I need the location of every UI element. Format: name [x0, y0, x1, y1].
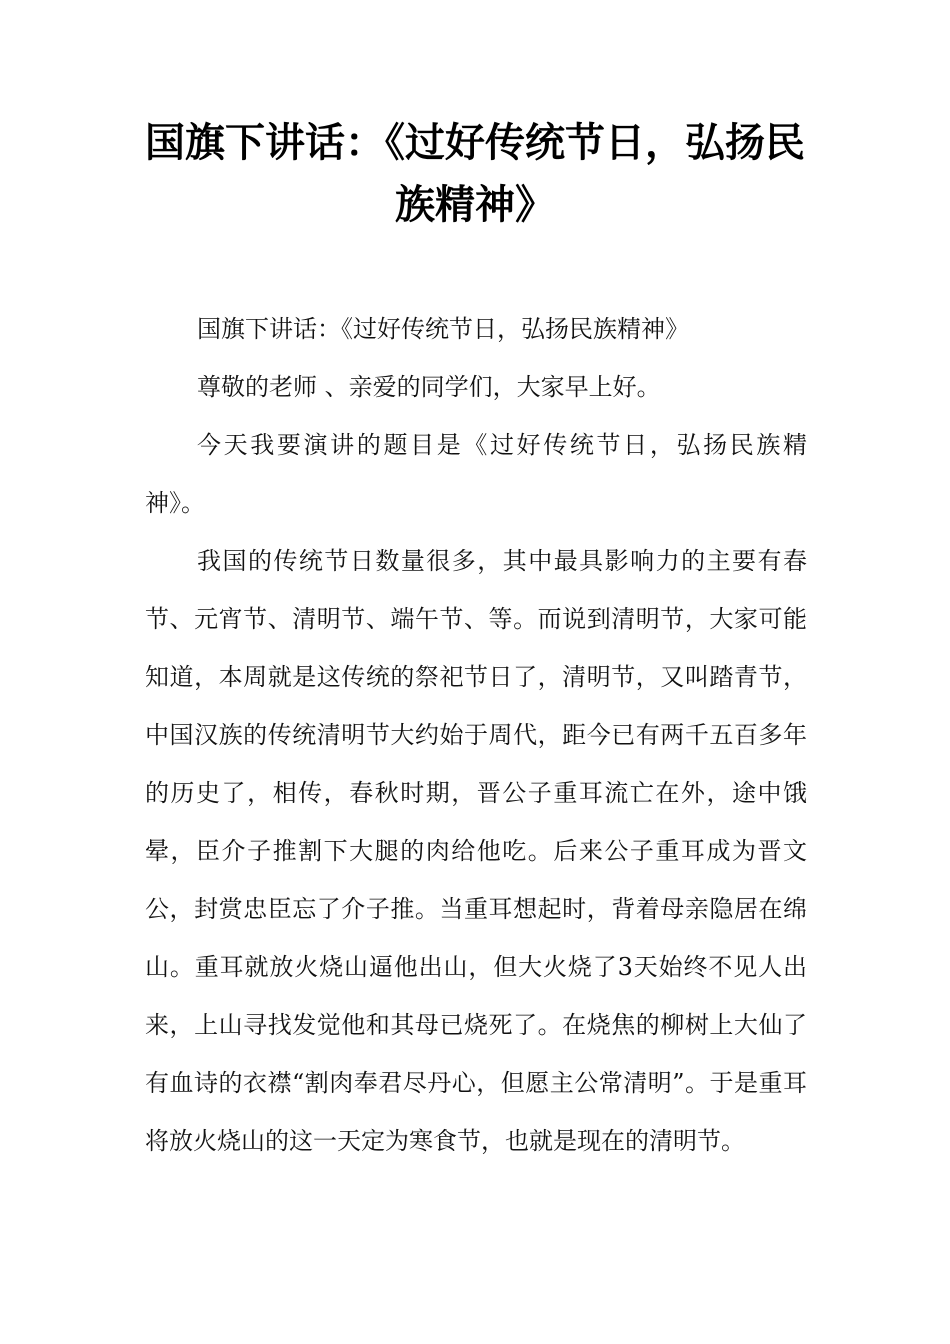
- paragraph-greeting: 尊敬的老师 、亲爱的同学们，大家早上好。: [197, 373, 661, 401]
- title-line-2: 族精神》: [395, 181, 555, 228]
- paragraph-topic: 今天我要演讲的题目是《过好传统节日，弘扬民族精神》。: [145, 431, 807, 517]
- paragraph-heading-repeat: 国旗下讲话：《过好传统节日，弘扬民族精神》: [197, 315, 689, 343]
- paragraph-qingming-story: 我国的传统节日数量很多，其中最具影响力的主要有春节、元宵节、清明节、端午节、等。而说到清明节，大家可能知道，本周就是这传统的祭祀节日了，清明节，又叫踏青节，中国汉族的传统清明节大约始于周代，距今已有两千五百多年的历史了，相传，春秋时期，晋公子重耳流亡在外，途中饿晕，臣介子推割下大腿的肉给他吃。后来公子重耳成为晋文公，封赏忠臣忘了介子推。当重耳想起时，背着母亲隐居在绵山。重耳就放火烧山逼他出山，但大火烧了3天始终不见人出来，上山寻找发觉他和其母已烧死了。在烧焦的柳树上大仙了有血诗的衣襟“割肉奉君尽丹心，但愿主公常清明”。于是重耳将放火烧山的这一天定为寒食节，也就是现在的清明节。: [145, 547, 807, 1155]
- document-body: [145, 300, 807, 1170]
- title-line-1: 国旗下讲话：《过好传统节日，弘扬民: [145, 119, 805, 166]
- document-title: [140, 112, 810, 236]
